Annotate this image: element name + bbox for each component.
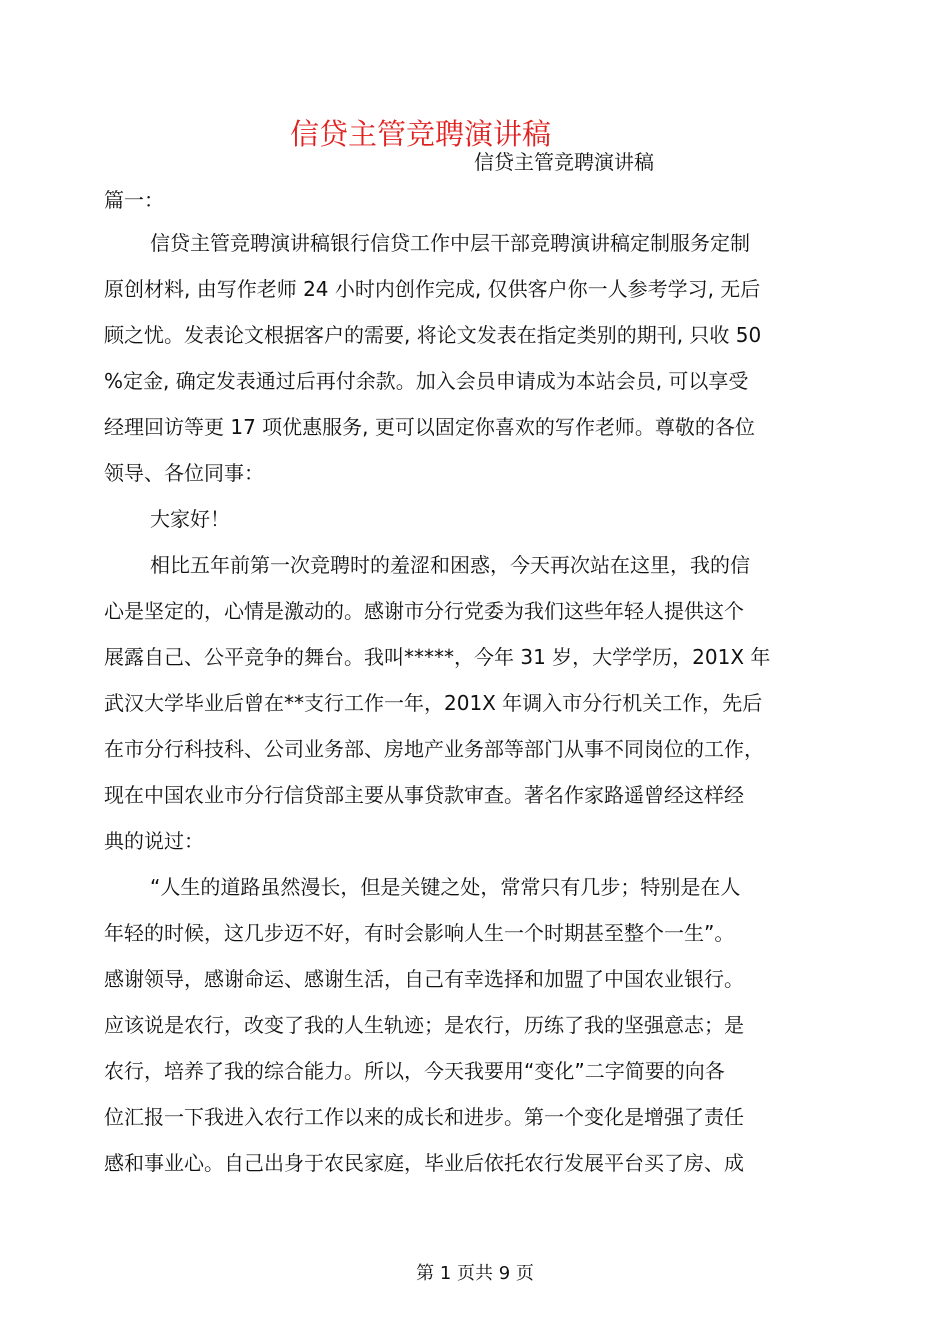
text-line: 在市分行科技科、公司业务部、房地产业务部等部门从事不同岗位的工作， bbox=[104, 737, 764, 761]
text-line: 位汇报一下我进入农行工作以来的成长和进步。第一个变化是增强了责任 bbox=[104, 1105, 744, 1129]
text-line: 应该说是农行，改变了我的人生轨迹；是农行，历练了我的坚强意志；是 bbox=[104, 1013, 744, 1037]
text-line: 心是坚定的，心情是激动的。感谢市分行党委为我们这些年轻人提供这个 bbox=[104, 599, 744, 623]
section-label: 篇一： bbox=[104, 188, 164, 212]
text-line: 典的说过： bbox=[104, 829, 204, 853]
body-text bbox=[104, 220, 834, 1186]
text-line: 年轻的时候，这几步迈不好，有时会影响人生一个时期甚至整个一生”。 bbox=[104, 921, 735, 945]
text-line: 信贷主管竞聘演讲稿银行信贷工作中层干部竞聘演讲稿定制服务定制 bbox=[150, 231, 750, 255]
document-subtitle: 信贷主管竞聘演讲稿 bbox=[474, 150, 654, 174]
text-line: 展露自己、公平竞争的舞台。我叫*****，今年 31 岁，大学学历，201X 年 bbox=[104, 645, 771, 669]
page-indicator: 第 1 页共 9 页 bbox=[416, 1263, 534, 1284]
document-title: 信贷主管竞聘演讲稿 bbox=[290, 117, 552, 151]
text-line: 感谢领导，感谢命运、感谢生活，自己有幸选择和加盟了中国农业银行。 bbox=[104, 967, 744, 991]
text-line: 原创材料, 由写作老师 24 小时内创作完成, 仅供客户你一人参考学习, 无后 bbox=[104, 277, 761, 301]
text-line: 农行，培养了我的综合能力。所以，今天我要用“变化”二字简要的向各 bbox=[104, 1059, 725, 1083]
text-line: “人生的道路虽然漫长，但是关键之处，常常只有几步；特别是在人 bbox=[150, 875, 741, 899]
text-line: 现在中国农业市分行信贷部主要从事贷款审查。著名作家路遥曾经这样经 bbox=[104, 783, 744, 807]
text-line: 相比五年前第一次竞聘时的羞涩和困惑，今天再次站在这里，我的信 bbox=[150, 553, 750, 577]
text-line: 大家好！ bbox=[150, 507, 230, 531]
text-line: 武汉大学毕业后曾在**支行工作一年，201X 年调入市分行机关工作，先后 bbox=[104, 691, 763, 715]
text-line: 领导、各位同事： bbox=[104, 461, 264, 485]
text-line: 感和事业心。自己出身于农民家庭，毕业后依托农行发展平台买了房、成 bbox=[104, 1151, 744, 1175]
text-line: 顾之忧。发表论文根据客户的需要, 将论文发表在指定类别的期刊, 只收 50 bbox=[104, 323, 762, 347]
text-line: %定金, 确定发表通过后再付余款。加入会员申请成为本站会员, 可以享受 bbox=[104, 369, 749, 393]
text-line: 经理回访等更 17 项优惠服务, 更可以固定你喜欢的写作老师。尊敬的各位 bbox=[104, 415, 755, 439]
